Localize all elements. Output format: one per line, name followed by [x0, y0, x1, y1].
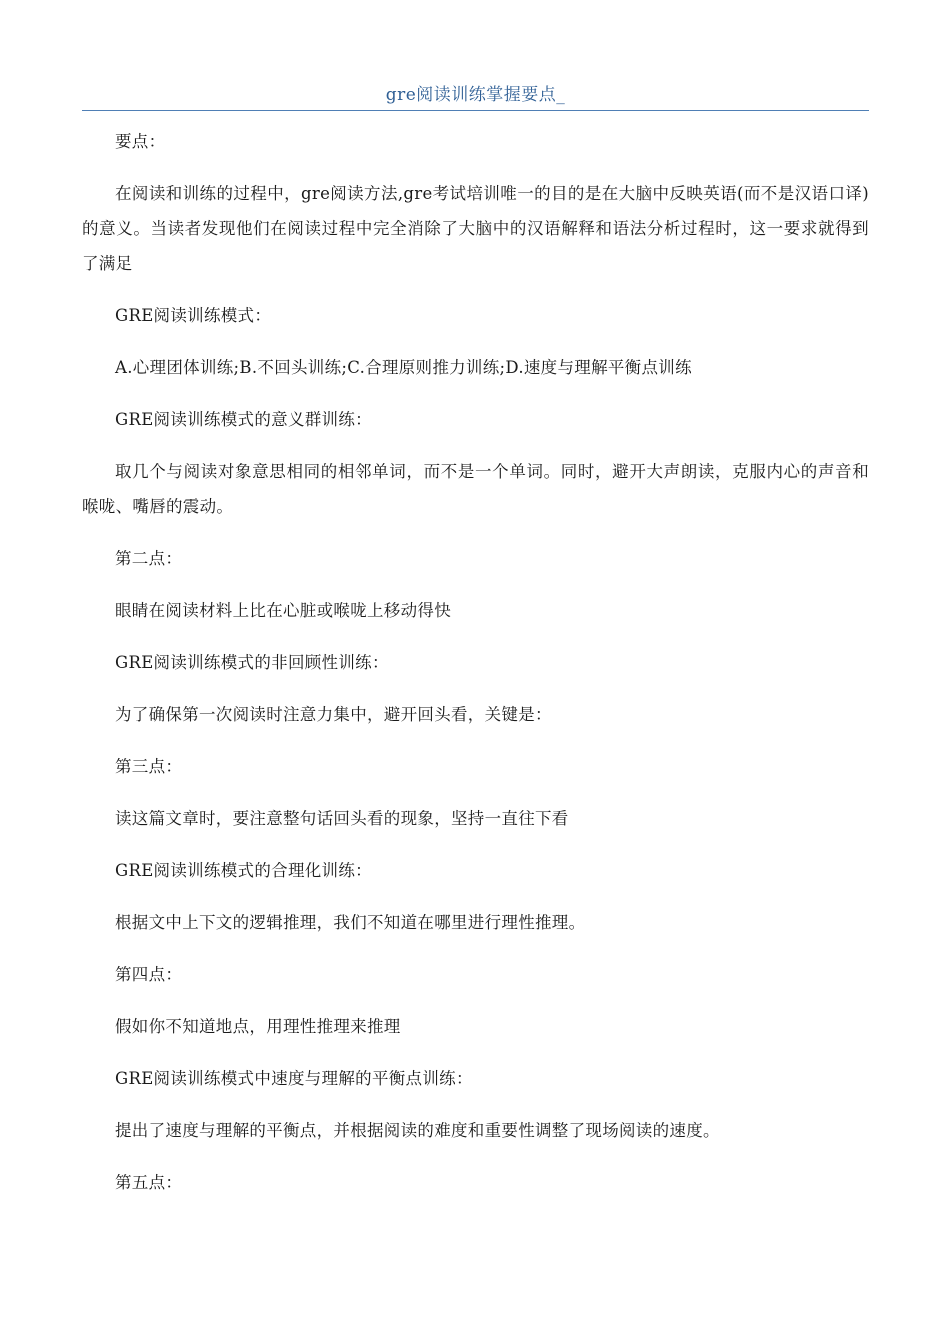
- paragraph-balance-heading: GRE阅读训练模式中速度与理解的平衡点训练：: [115, 1069, 473, 1088]
- paragraph-rational-body: 根据文中上下文的逻辑推理，我们不知道在哪里进行理性推理。: [115, 913, 586, 932]
- document-body: [82, 124, 869, 1200]
- paragraph-non-regression-heading: GRE阅读训练模式的非回顾性训练：: [115, 653, 389, 672]
- paragraph-training-modes-heading: GRE阅读训练模式：: [115, 306, 272, 325]
- paragraph-meaning-group-body: 取几个与阅读对象意思相同的相邻单词，而不是一个单词。同时，避开大声朗读，克服内心的声音和喉咙、嘴唇的震动。: [82, 462, 869, 516]
- document-header: [82, 84, 869, 111]
- paragraph-key-points: 要点：: [115, 132, 166, 151]
- paragraph-point-two: 第二点：: [115, 549, 183, 568]
- paragraph-rational-heading: GRE阅读训练模式的合理化训练：: [115, 861, 372, 880]
- paragraph-meaning-group-heading: GRE阅读训练模式的意义群训练：: [115, 410, 372, 429]
- paragraph-point-two-body: 眼睛在阅读材料上比在心脏或喉咙上移动得快: [115, 601, 451, 620]
- document-title: gre阅读训练掌握要点_: [385, 85, 566, 105]
- paragraph-balance-body: 提出了速度与理解的平衡点，并根据阅读的难度和重要性调整了现场阅读的速度。: [115, 1121, 720, 1140]
- paragraph-point-four-body: 假如你不知道地点，用理性推理来推理: [115, 1017, 401, 1036]
- paragraph-non-regression-body: 为了确保第一次阅读时注意力集中，避开回头看，关键是：: [115, 705, 552, 724]
- paragraph-training-modes-list: A.心理团体训练;B.不回头训练;C.合理原则推力训练;D.速度与理解平衡点训练: [115, 358, 692, 377]
- paragraph-point-five: 第五点：: [115, 1173, 183, 1192]
- paragraph-point-four: 第四点：: [115, 965, 183, 984]
- paragraph-intro: 在阅读和训练的过程中，gre阅读方法,gre考试培训唯一的目的是在大脑中反映英语(而不是汉语口译)的意义。当读者发现他们在阅读过程中完全消除了大脑中的汉语解释和语法分析过程时，这一要求就得到了满足: [82, 184, 869, 273]
- paragraph-point-three-body: 读这篇文章时，要注意整句话回头看的现象，坚持一直往下看: [115, 809, 569, 828]
- paragraph-point-three: 第三点：: [115, 757, 183, 776]
